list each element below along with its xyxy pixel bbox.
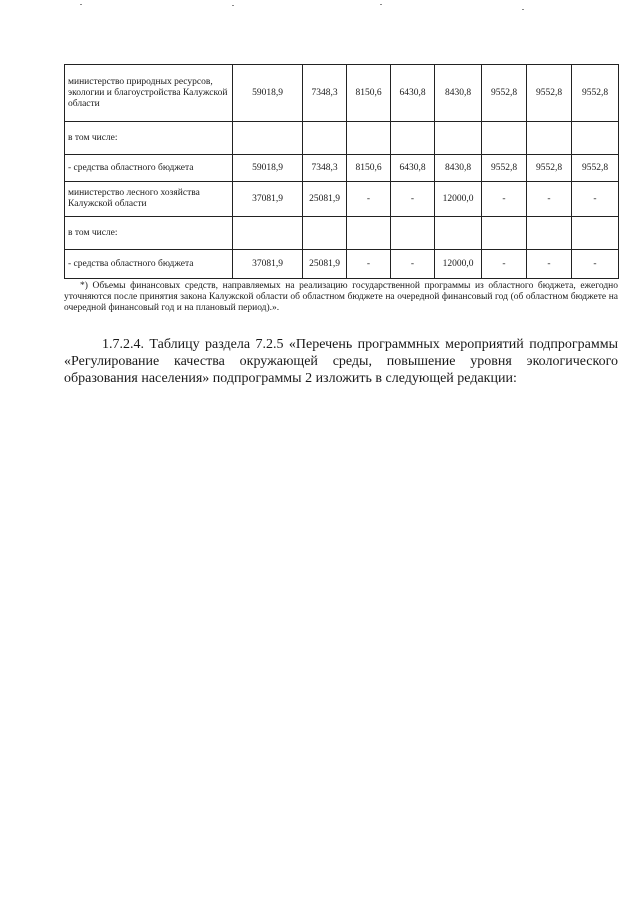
row-label: - средства областного бюджета bbox=[65, 155, 233, 182]
cell-year-3: - bbox=[391, 250, 435, 279]
cell-year-5: - bbox=[482, 250, 527, 279]
cell-year-1: 25081,9 bbox=[303, 182, 347, 217]
cell-year-1 bbox=[303, 122, 347, 155]
cell-year-3: - bbox=[391, 182, 435, 217]
scan-speck bbox=[522, 9, 524, 10]
cell-total bbox=[233, 122, 303, 155]
financing-table bbox=[64, 64, 619, 279]
cell-year-5: - bbox=[482, 182, 527, 217]
table-row bbox=[65, 122, 619, 155]
cell-year-4: 12000,0 bbox=[435, 250, 482, 279]
cell-year-7 bbox=[572, 122, 619, 155]
cell-year-2 bbox=[347, 217, 391, 250]
cell-year-2 bbox=[347, 122, 391, 155]
row-label: министерство лесного хозяйства Калужской области bbox=[65, 182, 233, 217]
cell-year-6: - bbox=[527, 250, 572, 279]
cell-year-5 bbox=[482, 217, 527, 250]
scan-speck bbox=[80, 4, 82, 5]
cell-year-1: 7348,3 bbox=[303, 65, 347, 122]
scan-speck bbox=[380, 4, 382, 5]
cell-year-4 bbox=[435, 217, 482, 250]
cell-year-7: 9552,8 bbox=[572, 65, 619, 122]
cell-year-6 bbox=[527, 217, 572, 250]
cell-total bbox=[233, 217, 303, 250]
cell-year-3: 6430,8 bbox=[391, 65, 435, 122]
cell-year-6: 9552,8 bbox=[527, 65, 572, 122]
cell-total: 37081,9 bbox=[233, 250, 303, 279]
cell-year-1 bbox=[303, 217, 347, 250]
document-page bbox=[64, 64, 618, 387]
cell-year-7 bbox=[572, 217, 619, 250]
cell-year-5: 9552,8 bbox=[482, 65, 527, 122]
table-row bbox=[65, 65, 619, 122]
row-label: - средства областного бюджета bbox=[65, 250, 233, 279]
scan-speck bbox=[232, 5, 234, 6]
table-row bbox=[65, 182, 619, 217]
cell-year-5 bbox=[482, 122, 527, 155]
cell-year-1: 25081,9 bbox=[303, 250, 347, 279]
cell-year-3: 6430,8 bbox=[391, 155, 435, 182]
cell-year-7: - bbox=[572, 182, 619, 217]
cell-total: 59018,9 bbox=[233, 155, 303, 182]
cell-year-2: - bbox=[347, 182, 391, 217]
row-label: министерство природных ресурсов, экологии и благоустройства Калужской области bbox=[65, 65, 233, 122]
cell-year-6 bbox=[527, 122, 572, 155]
cell-year-6: - bbox=[527, 182, 572, 217]
cell-year-4: 12000,0 bbox=[435, 182, 482, 217]
cell-year-2: - bbox=[347, 250, 391, 279]
table-row bbox=[65, 155, 619, 182]
table-row bbox=[65, 217, 619, 250]
cell-year-1: 7348,3 bbox=[303, 155, 347, 182]
cell-total: 59018,9 bbox=[233, 65, 303, 122]
amendment-paragraph: 1.7.2.4. Таблицу раздела 7.2.5 «Перечень программных мероприятий подпрограммы «Регулирование качества окружающей среды, повышение уровня экологического образования населения» подпрограммы 2 изложить в следующей редакции: bbox=[64, 337, 618, 386]
row-label: в том числе: bbox=[65, 217, 233, 250]
cell-year-3 bbox=[391, 122, 435, 155]
table-row bbox=[65, 250, 619, 279]
table-footnote: *) Объемы финансовых средств, направляемых на реализацию государственной программы из областного бюджета, ежегодно уточняются после принятия закона Калужской области об областном бюджете на очередной финансовый год (об областном бюджете на очередной финансовый год и на плановый период).». bbox=[64, 281, 618, 313]
cell-year-7: - bbox=[572, 250, 619, 279]
cell-year-2: 8150,6 bbox=[347, 155, 391, 182]
row-label: в том числе: bbox=[65, 122, 233, 155]
cell-year-3 bbox=[391, 217, 435, 250]
cell-year-6: 9552,8 bbox=[527, 155, 572, 182]
cell-year-7: 9552,8 bbox=[572, 155, 619, 182]
cell-year-4: 8430,8 bbox=[435, 65, 482, 122]
cell-year-2: 8150,6 bbox=[347, 65, 391, 122]
cell-year-4 bbox=[435, 122, 482, 155]
cell-year-4: 8430,8 bbox=[435, 155, 482, 182]
cell-total: 37081,9 bbox=[233, 182, 303, 217]
cell-year-5: 9552,8 bbox=[482, 155, 527, 182]
